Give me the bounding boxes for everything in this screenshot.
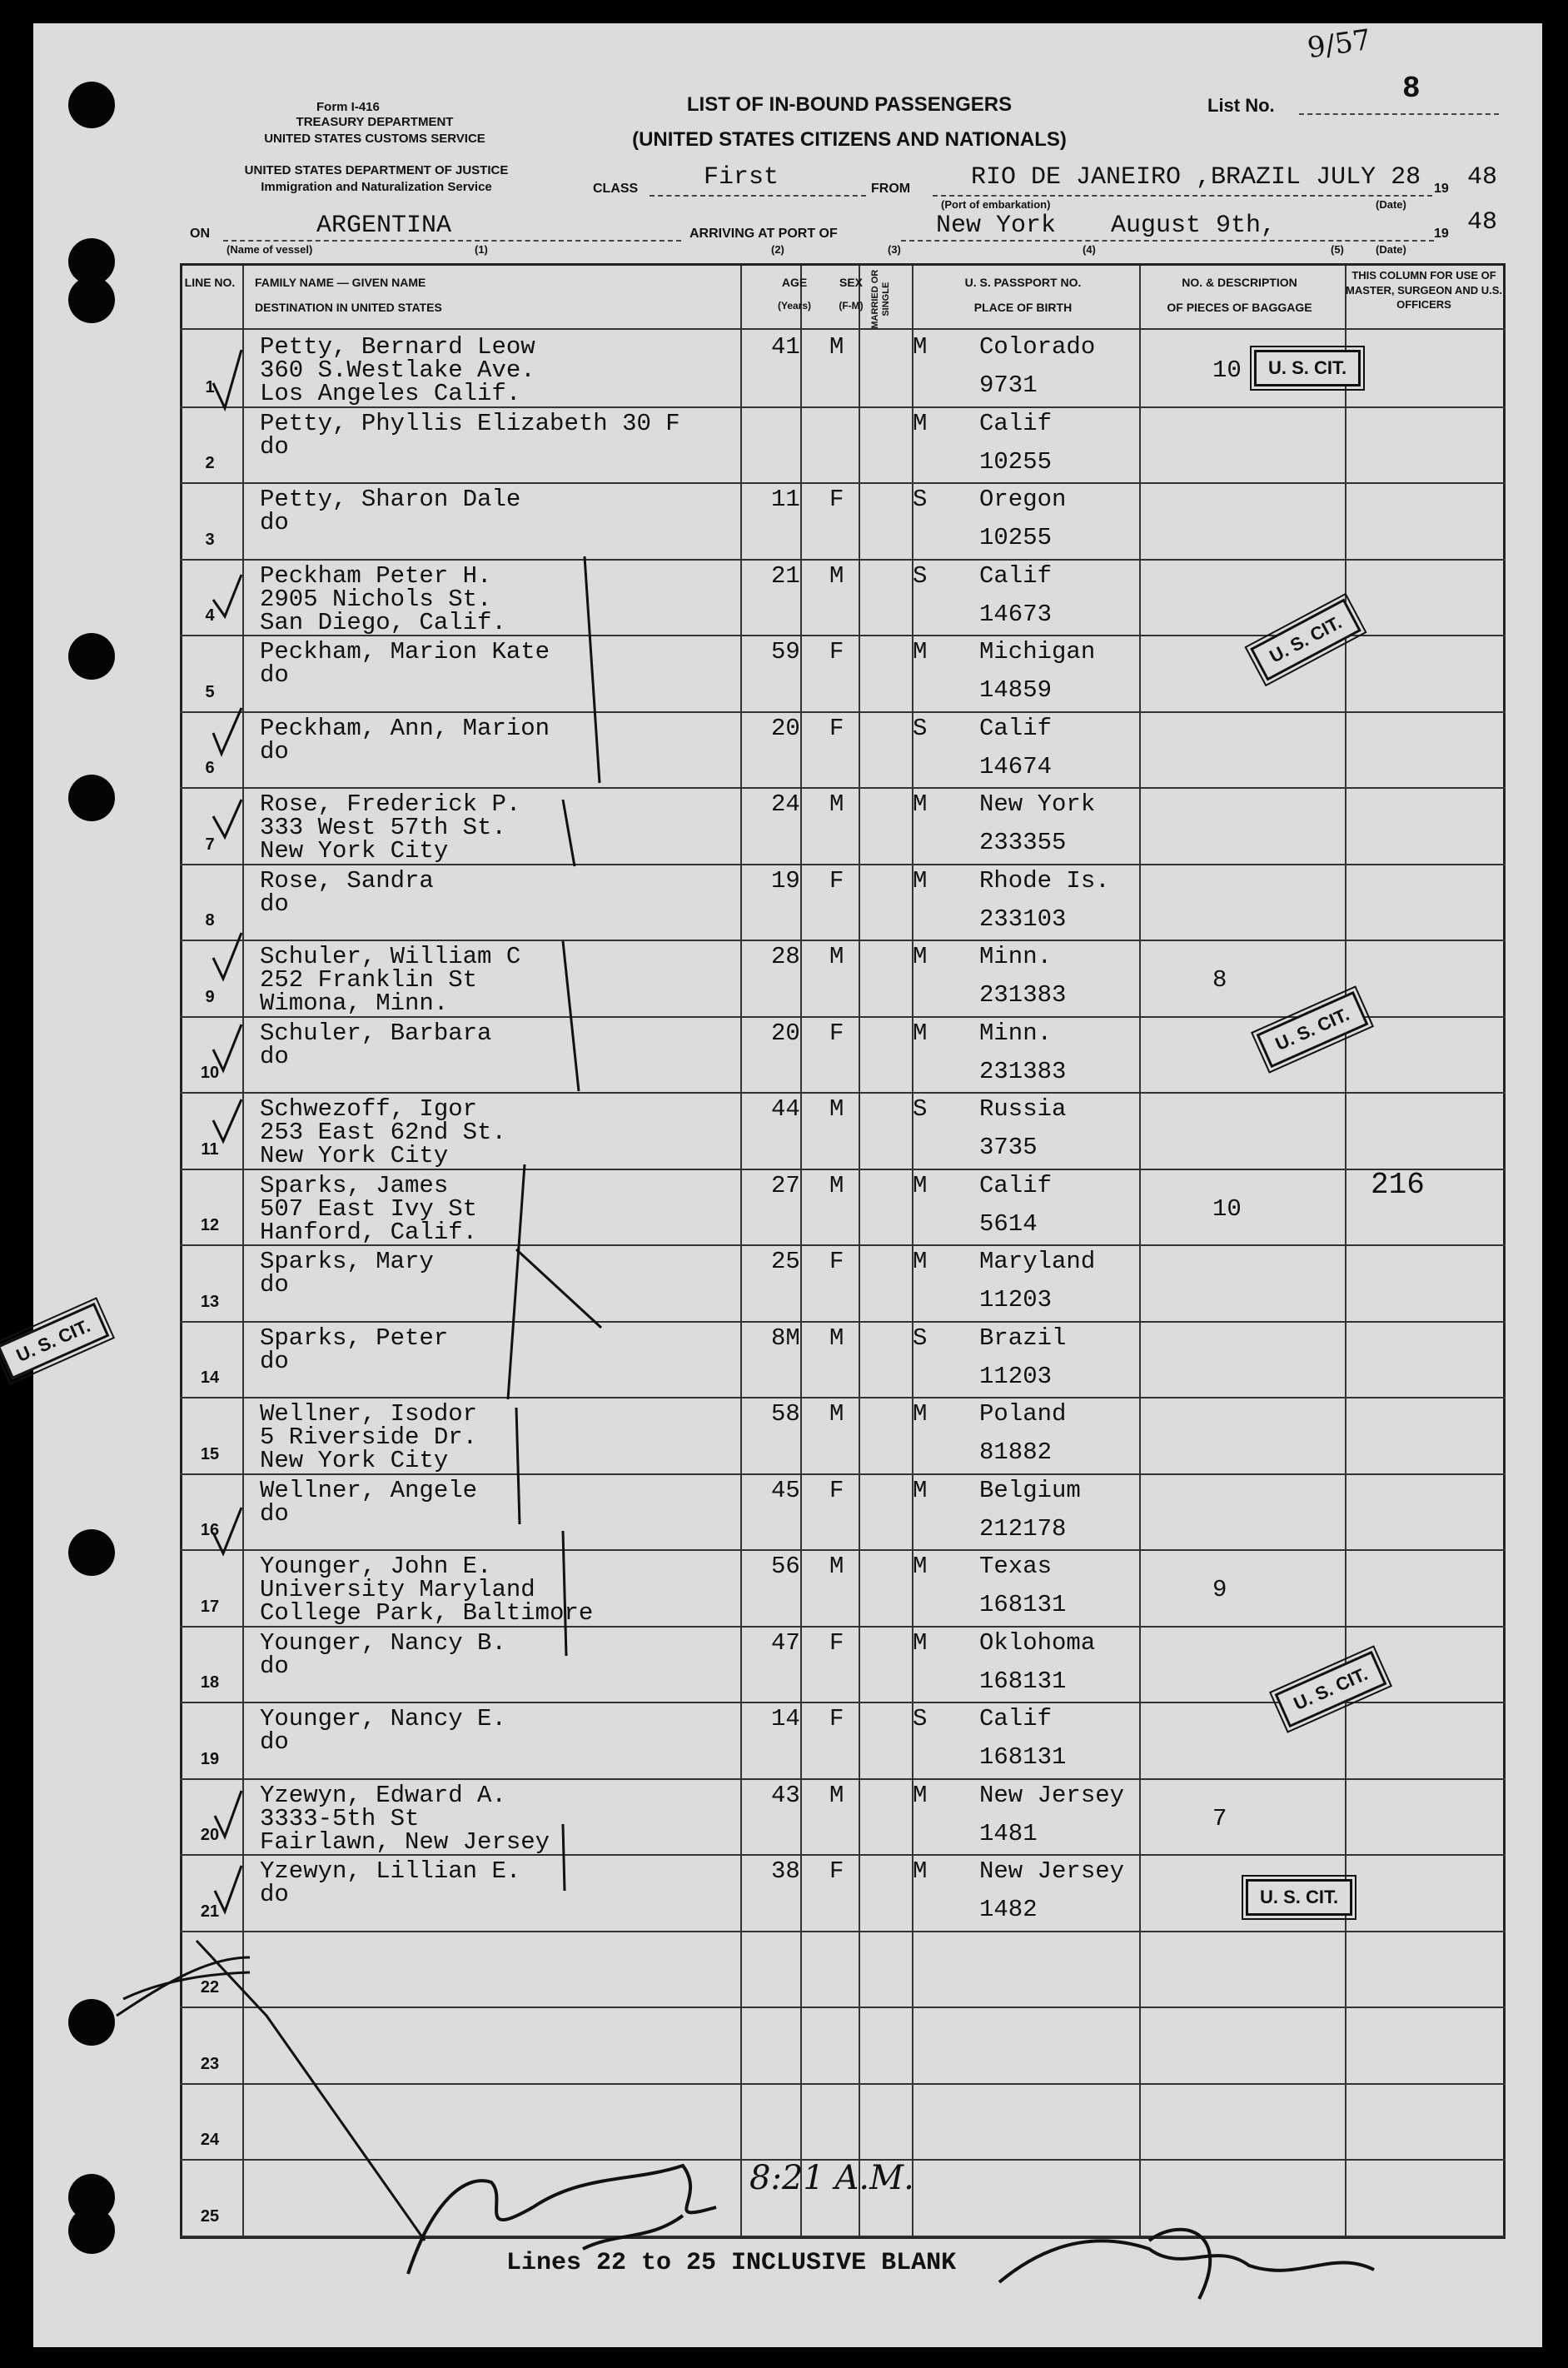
- sex: M: [829, 333, 844, 361]
- row-divider: [180, 711, 1506, 713]
- marital-status: M: [913, 1553, 928, 1580]
- row-line-number: 19: [200, 1749, 220, 1768]
- destination-line-1: do: [260, 890, 289, 918]
- row-line-number: 5: [205, 682, 215, 701]
- row-line-number: 12: [200, 1216, 220, 1234]
- list-number-label: List No.: [1207, 95, 1275, 116]
- passenger-name: Petty, Bernard Leow: [260, 333, 535, 361]
- on-label: ON: [190, 227, 210, 241]
- place-of-birth: Brazil: [979, 1324, 1067, 1352]
- destination-line-2: New York City: [260, 1142, 449, 1169]
- officer-number: 216: [1371, 1168, 1425, 1202]
- passenger-name: Younger, John E.: [260, 1553, 492, 1580]
- age: 27: [771, 1171, 800, 1199]
- passenger-name: Wellner, Isodor: [260, 1400, 478, 1428]
- punch-hole: [68, 1999, 115, 2046]
- list-number: 8: [1402, 72, 1421, 106]
- marital-status: M: [913, 1857, 928, 1885]
- blank-lines-note: Lines 22 to 25 INCLUSIVE BLANK: [506, 2249, 957, 2277]
- destination-line-1: 2905 Nichols St.: [260, 585, 492, 613]
- age: 38: [771, 1857, 800, 1885]
- arrival-year: 48: [1467, 208, 1498, 237]
- destination-line-2: College Park, Baltimore: [260, 1599, 594, 1627]
- passport-number: 5614: [979, 1209, 1038, 1238]
- row-line-number: 4: [205, 606, 215, 625]
- column-header-sex-sub: (F-M): [839, 300, 864, 312]
- date-caption: (Date): [1376, 198, 1406, 211]
- place-of-birth: Oklohoma: [979, 1628, 1096, 1657]
- column-header-baggage-sub: OF PIECES OF BAGGAGE: [1167, 301, 1312, 314]
- row-line-number: 18: [200, 1673, 220, 1692]
- passenger-name: Rose, Sandra: [260, 866, 434, 895]
- baggage-count: 10: [1212, 1194, 1242, 1223]
- sex: F: [829, 638, 844, 666]
- row-line-number: 21: [200, 1902, 220, 1921]
- marital-status: M: [913, 1248, 928, 1275]
- department-immigration: Immigration and Naturalization Service: [261, 180, 492, 194]
- age: 11: [771, 486, 800, 513]
- arriving-caption-3: (3): [888, 243, 901, 256]
- row-line-number: 25: [200, 2206, 220, 2226]
- corner-mark: 9/57: [1305, 22, 1373, 66]
- passport-number: 10255: [979, 524, 1053, 551]
- marital-status: M: [913, 1476, 928, 1504]
- age: 19: [771, 866, 800, 895]
- place-of-birth: Colorado: [979, 333, 1096, 361]
- passenger-name: Sparks, Peter: [260, 1324, 449, 1352]
- place-of-birth: Maryland: [979, 1248, 1096, 1275]
- passport-number: 14673: [979, 600, 1053, 628]
- row-divider: [180, 940, 1506, 941]
- marital-status: S: [913, 1324, 928, 1352]
- place-of-birth: Calif: [979, 409, 1053, 437]
- age: 25: [771, 1248, 800, 1275]
- marital-status: S: [913, 486, 928, 513]
- age: 20: [771, 714, 800, 742]
- place-of-birth: Russia: [979, 1095, 1067, 1123]
- column-header-baggage: NO. & DESCRIPTION: [1182, 276, 1297, 289]
- punch-hole: [68, 775, 115, 821]
- arrival-date: August 9th,: [1111, 212, 1277, 240]
- destination-line-2: Fairlawn, New Jersey: [260, 1827, 550, 1856]
- sex: F: [829, 486, 844, 513]
- arrival-year-prefix: 19: [1434, 227, 1449, 241]
- passenger-name: Younger, Nancy B.: [260, 1628, 506, 1657]
- destination-line-1: University Maryland: [260, 1576, 535, 1603]
- place-of-birth: Minn.: [979, 943, 1053, 970]
- destination-line-1: do: [260, 1347, 289, 1375]
- destination-line-1: do: [260, 509, 289, 536]
- marital-status: M: [913, 638, 928, 666]
- place-of-birth: New Jersey: [979, 1857, 1125, 1885]
- vessel-caption: (Name of vessel): [226, 243, 313, 256]
- age: 8M: [771, 1324, 800, 1352]
- sex: F: [829, 866, 844, 895]
- age: 58: [771, 1400, 800, 1428]
- marital-status: S: [913, 1095, 928, 1123]
- us-citizen-stamp: U. S. CIT.: [1250, 598, 1361, 680]
- passport-number: 1482: [979, 1896, 1038, 1923]
- arriving-caption-2: (2): [771, 243, 784, 256]
- sex: M: [829, 561, 844, 590]
- from-line: [933, 195, 1432, 197]
- destination-line-2: New York City: [260, 837, 449, 865]
- destination-line-2: Hanford, Calif.: [260, 1218, 478, 1246]
- port-embark-caption: (Port of embarkation): [941, 198, 1051, 211]
- marital-status: M: [913, 1019, 928, 1047]
- destination-line-1: do: [260, 1271, 289, 1299]
- from-year-prefix: 19: [1434, 182, 1449, 196]
- class-label: CLASS: [593, 182, 639, 196]
- punch-hole: [68, 1529, 115, 1576]
- marital-status: S: [913, 714, 928, 742]
- sex: M: [829, 943, 844, 970]
- place-of-birth: Rhode Is.: [979, 866, 1110, 895]
- column-header-age-sub: (Years): [777, 300, 812, 312]
- destination-line-1: 252 Franklin St: [260, 966, 478, 994]
- row-line-number: 23: [200, 2054, 220, 2073]
- passenger-name: Peckham, Ann, Marion: [260, 714, 550, 742]
- vessel-line: [223, 240, 681, 242]
- row-line-number: 11: [201, 1139, 219, 1159]
- marital-status: M: [913, 790, 928, 818]
- department-treasury: TREASURY DEPARTMENT: [296, 115, 454, 129]
- place-of-birth: Belgium: [979, 1476, 1081, 1504]
- passport-number: 14674: [979, 752, 1053, 780]
- passport-number: 81882: [979, 1438, 1053, 1466]
- row-divider: [180, 787, 1506, 789]
- column-header-birthplace: PLACE OF BIRTH: [973, 301, 1073, 314]
- row-line-number: 13: [200, 1292, 220, 1311]
- sex: M: [829, 1781, 844, 1809]
- row-line-number: 7: [205, 835, 215, 854]
- time-note: 8:21 A.M.: [749, 2159, 914, 2197]
- destination-line-1: 507 East Ivy St: [260, 1194, 478, 1223]
- age: 20: [771, 1019, 800, 1047]
- column-header-name: FAMILY NAME — GIVEN NAME: [255, 276, 426, 289]
- marital-status: S: [913, 561, 928, 590]
- header-divider: [180, 328, 1506, 330]
- destination-line-1: do: [260, 1042, 289, 1070]
- vessel-name: ARGENTINA: [316, 212, 452, 240]
- passport-number: 231383: [979, 1057, 1067, 1085]
- us-citizen-stamp: U. S. CIT.: [1246, 1879, 1352, 1916]
- passenger-name: Yzewyn, Lillian E.: [260, 1857, 521, 1885]
- marital-status: M: [913, 409, 928, 437]
- passenger-name: Schuler, Barbara: [260, 1019, 492, 1047]
- marital-status: M: [913, 866, 928, 895]
- passenger-name: Younger, Nancy E.: [260, 1705, 506, 1732]
- row-divider: [180, 482, 1506, 484]
- passenger-name: Sparks, James: [260, 1171, 449, 1199]
- destination-line-1: 5 Riverside Dr.: [260, 1423, 478, 1451]
- port-line: [901, 240, 1434, 242]
- passport-number: 233355: [979, 829, 1067, 856]
- row-divider: [180, 559, 1506, 561]
- sex: F: [829, 1248, 844, 1275]
- sex: M: [829, 1095, 844, 1123]
- row-line-number: 9: [205, 987, 215, 1006]
- column-header-destination: DESTINATION IN UNITED STATES: [255, 301, 442, 314]
- row-divider: [180, 2083, 1506, 2085]
- punch-hole: [68, 82, 115, 128]
- row-line-number: 1: [205, 377, 215, 396]
- destination-line-2: San Diego, Calif.: [260, 608, 506, 636]
- column-header-marital: MARRIED OR SINGLE: [869, 269, 891, 329]
- us-citizen-stamp: U. S. CIT.: [0, 1303, 110, 1379]
- punch-hole: [68, 633, 115, 680]
- age: 44: [771, 1095, 800, 1123]
- row-line-number: 15: [200, 1444, 220, 1463]
- baggage-count: 8: [1212, 966, 1227, 994]
- age: 14: [771, 1705, 800, 1732]
- passport-number: 11203: [979, 1362, 1053, 1390]
- place-of-birth: Texas: [979, 1553, 1053, 1580]
- class-value: First: [704, 163, 779, 192]
- row-divider: [180, 1931, 1506, 1932]
- passenger-name: Peckham Peter H.: [260, 561, 492, 590]
- passenger-name: Schuler, William C: [260, 943, 521, 970]
- sex: F: [829, 1705, 844, 1732]
- from-year: 48: [1467, 163, 1498, 192]
- destination-line-1: do: [260, 1728, 289, 1756]
- page-title: LIST OF IN-BOUND PASSENGERS: [686, 93, 1013, 116]
- passenger-name: Rose, Frederick P.: [260, 790, 521, 818]
- age: 47: [771, 1628, 800, 1657]
- row-line-number: 2: [205, 454, 215, 472]
- place-of-birth: Oregon: [979, 486, 1067, 513]
- sex: M: [829, 1400, 844, 1428]
- passport-number: 168131: [979, 1667, 1067, 1695]
- column-header-sex: SEX: [839, 276, 863, 289]
- passport-number: 168131: [979, 1743, 1067, 1771]
- marital-status: S: [913, 1705, 928, 1732]
- sex: F: [829, 1019, 844, 1047]
- passport-number: 233103: [979, 905, 1067, 933]
- destination-line-1: 253 East 62nd St.: [260, 1119, 506, 1146]
- destination-line-1: 360 S.Westlake Ave.: [260, 356, 535, 384]
- row-line-number: 22: [200, 1978, 220, 1997]
- destination-line-1: 3333-5th St: [260, 1804, 420, 1832]
- place-of-birth: Minn.: [979, 1019, 1053, 1047]
- form-number: Form I-416: [316, 100, 380, 114]
- us-citizen-stamp: U. S. CIT.: [1254, 350, 1361, 386]
- place-of-birth: Calif: [979, 561, 1053, 590]
- sex: M: [829, 1171, 844, 1199]
- row-line-number: 6: [205, 759, 215, 777]
- passport-number: 14859: [979, 676, 1053, 704]
- place-of-birth: Calif: [979, 1171, 1053, 1199]
- department-customs: UNITED STATES CUSTOMS SERVICE: [264, 132, 485, 146]
- passenger-name: Schwezoff, Igor: [260, 1095, 478, 1123]
- place-of-birth: Michigan: [979, 638, 1096, 666]
- destination-line-1: do: [260, 737, 289, 765]
- passenger-name: Yzewyn, Edward A.: [260, 1781, 506, 1809]
- passport-number: 9731: [979, 371, 1038, 399]
- passport-number: 212178: [979, 1514, 1067, 1543]
- passenger-name: Petty, Sharon Dale: [260, 486, 521, 513]
- arrival-caption: (5): [1331, 243, 1344, 256]
- department-justice: UNITED STATES DEPARTMENT OF JUSTICE: [244, 163, 509, 177]
- passenger-name: Wellner, Angele: [260, 1476, 478, 1504]
- row-divider: [180, 1321, 1506, 1323]
- us-citizen-stamp: U. S. CIT.: [1275, 1651, 1387, 1727]
- age: 56: [771, 1553, 800, 1580]
- destination-line-1: 333 West 57th St.: [260, 814, 506, 841]
- destination-line-2: Wimona, Minn.: [260, 990, 449, 1017]
- destination-line-1: do: [260, 661, 289, 689]
- destination-line-2: New York City: [260, 1447, 449, 1474]
- destination-line-1: do: [260, 432, 289, 461]
- place-of-birth: Calif: [979, 1705, 1053, 1732]
- vessel-caption-no: (1): [475, 243, 488, 256]
- marital-status: M: [913, 1628, 928, 1657]
- passport-number: 168131: [979, 1591, 1067, 1618]
- row-line-number: 3: [205, 530, 215, 549]
- arriving-label: ARRIVING AT PORT OF: [689, 227, 838, 241]
- row-divider: [180, 2007, 1506, 2008]
- column-header-officers: THIS COLUMN FOR USE OF MASTER, SURGEON AND U.S. OFFICERS: [1345, 269, 1503, 312]
- place-of-birth: Poland: [979, 1400, 1067, 1428]
- column-header-line: LINE NO.: [184, 276, 236, 289]
- destination-line-1: do: [260, 1881, 289, 1908]
- punch-hole: [68, 277, 115, 323]
- row-divider: [180, 1092, 1506, 1094]
- row-divider: [180, 1549, 1506, 1551]
- passenger-name: Sparks, Mary: [260, 1248, 434, 1275]
- marital-status: M: [913, 1171, 928, 1199]
- row-line-number: 20: [200, 1826, 220, 1844]
- baggage-count: 9: [1212, 1576, 1227, 1603]
- sex: F: [829, 1476, 844, 1504]
- page-subtitle: (UNITED STATES CITIZENS AND NATIONALS): [632, 128, 1067, 151]
- sex: F: [829, 714, 844, 742]
- marital-status: M: [913, 1781, 928, 1809]
- destination-line-1: do: [260, 1652, 289, 1680]
- baggage-count: 7: [1212, 1804, 1227, 1832]
- passport-number: 1481: [979, 1819, 1038, 1847]
- row-line-number: 14: [200, 1368, 220, 1387]
- passenger-name: Petty, Phyllis Elizabeth 30 F: [260, 409, 680, 437]
- sex: M: [829, 790, 844, 818]
- sex: F: [829, 1857, 844, 1885]
- row-line-number: 24: [200, 2131, 220, 2149]
- port-caption: (4): [1083, 243, 1096, 256]
- place-of-birth: New Jersey: [979, 1781, 1125, 1809]
- age: 59: [771, 638, 800, 666]
- passport-number: 231383: [979, 981, 1067, 1009]
- marital-status: M: [913, 943, 928, 970]
- column-header-age: AGE: [781, 276, 808, 289]
- from-label: FROM: [871, 182, 911, 196]
- age: 43: [771, 1781, 800, 1809]
- age: 21: [771, 561, 800, 590]
- row-line-number: 17: [200, 1597, 220, 1616]
- punch-hole: [68, 2207, 115, 2254]
- age: 24: [771, 790, 800, 818]
- marital-status: M: [913, 1400, 928, 1428]
- row-divider: [180, 1397, 1506, 1398]
- sex: M: [829, 1324, 844, 1352]
- row-divider: [180, 1778, 1506, 1780]
- row-line-number: 8: [205, 911, 215, 930]
- list-number-line: [1299, 113, 1499, 115]
- place-of-birth: Calif: [979, 714, 1053, 742]
- arrival-port: New York: [936, 212, 1057, 240]
- us-citizen-stamp: U. S. CIT.: [1257, 991, 1369, 1068]
- age: 28: [771, 943, 800, 970]
- row-divider: [180, 2236, 1506, 2237]
- age: 41: [771, 333, 800, 361]
- sex: F: [829, 1628, 844, 1657]
- place-of-birth: New York: [979, 790, 1096, 818]
- row-line-number: 10: [200, 1064, 220, 1082]
- column-header-passport: U. S. PASSPORT NO.: [964, 276, 1082, 289]
- passport-number: 11203: [979, 1286, 1053, 1314]
- baggage-count: 10: [1212, 356, 1242, 384]
- marital-status: M: [913, 333, 928, 361]
- from-value: RIO DE JANEIRO ,BRAZIL JULY 28: [971, 163, 1421, 192]
- passport-number: 3735: [979, 1134, 1038, 1161]
- arrival-date-caption: (Date): [1376, 243, 1406, 256]
- destination-line-2: Los Angeles Calif.: [260, 380, 521, 407]
- age: 45: [771, 1476, 800, 1504]
- row-line-number: 16: [200, 1521, 220, 1539]
- passport-number: 10255: [979, 447, 1053, 476]
- destination-line-1: do: [260, 1499, 289, 1528]
- class-line: [650, 195, 866, 197]
- sex: M: [829, 1553, 844, 1580]
- passenger-name: Peckham, Marion Kate: [260, 638, 550, 666]
